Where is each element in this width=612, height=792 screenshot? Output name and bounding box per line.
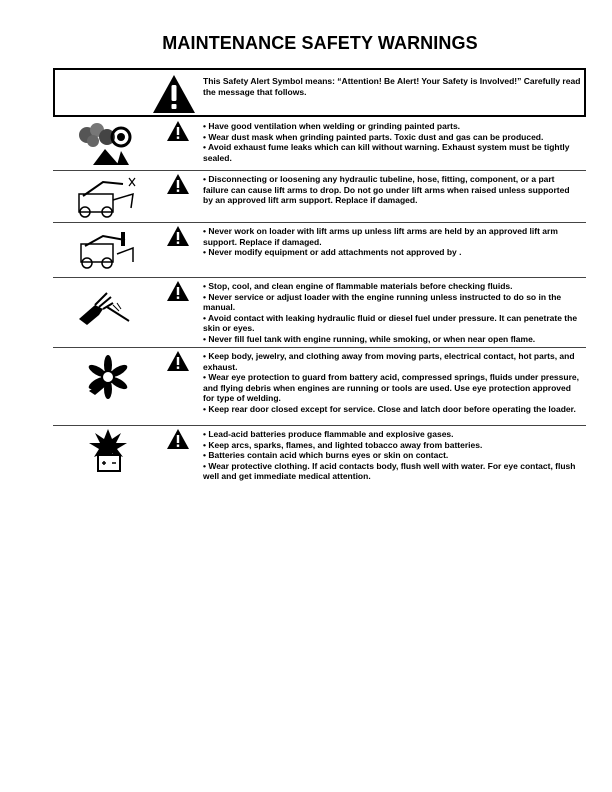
lift-arm-drop-icon [73,174,143,218]
warning-bullet: • Never work on loader with lift arms up unless lift arms are held by an approved lift arm support. Replace if damaged. [203,226,558,247]
warning-bullet: • Never modify equipment or add attachments not approved by . [203,247,462,258]
warning-triangle-icon [167,351,189,371]
warning-bullet: • Keep body, jewelry, and clothing away from moving parts, electrical contact, hot parts, and exhaust. [203,351,575,372]
warning-bullet: • Wear eye protection to guard from battery acid, compressed springs, fluids under pressure, and flying debris when engines are running or tools are used. Use eye protection approved for type of welding. [203,372,579,404]
warning-bullet: • Batteries contain acid which burns eyes or skin on contact. [203,450,449,461]
warning-row-batteries [53,425,586,485]
warning-text [203,226,581,258]
warning-triangle-icon [167,429,189,449]
warning-triangle-icon [167,121,189,141]
warning-row-lift-arm-drop [53,170,586,223]
warning-text [203,429,581,482]
warning-bullet: • Wear dust mask when grinding painted parts. Toxic dust and gas can be produced. [203,131,544,142]
warning-triangle-icon [167,226,189,246]
warning-row-moving-parts [53,347,586,426]
warning-bullet: • Avoid contact with leaking hydraulic fluid or diesel fuel under pressure. It can penetrate the skin or eyes. [203,312,578,334]
warning-bullet: • Lead-acid batteries produce flammable and explosive gases. [203,429,454,439]
warning-bullet: • Disconnecting or loosening any hydraulic tubeline, hose, fitting, component, or a part failure can cause lift arms to drop. Do not go under lift arms when raised unless supported by an approved lift arm support. Replace if damaged. [203,174,570,206]
warning-bullet: • Avoid exhaust fume leaks which can kill without warning. Exhaust system must be tightly sealed. [203,142,570,163]
warning-text [203,351,581,415]
warning-bullet: • Have good ventilation when welding or grinding painted parts. [203,121,461,131]
warning-row-loader-lift-arm [53,222,586,278]
warning-triangle-icon [167,281,189,301]
ventilation-mask-icon [73,121,143,165]
warning-bullet: • Keep arcs, sparks, flames, and lighted tobacco away from batteries. [203,439,483,450]
fan-hand-icon [73,355,143,399]
warning-bullet: • Never fill fuel tank with engine running, while smoking, or when near open flame. [203,333,536,344]
safety-alert-icon [152,74,196,114]
intro-text: This Safety Alert Symbol means: “Attention! Be Alert! Your Safety is Involved!” Carefully read the message that follows. [203,76,581,97]
warning-text [203,281,581,345]
warning-row-fluids [53,277,586,348]
warning-text [203,121,581,163]
warning-bullet: • Wear protective clothing. If acid contacts body, flush well with water. For eye contact, flush well and get immediate medical attention. [203,460,576,482]
warning-text [203,174,581,206]
warning-bullet: • Stop, cool, and clean engine of flammable materials before checking fluids. [203,281,513,291]
warning-triangle-icon [167,174,189,194]
loader-lift-arm-icon [73,226,143,270]
page-title: MAINTENANCE SAFETY WARNINGS [162,33,478,53]
battery-explosion-icon [73,429,143,473]
warning-bullet: • Keep rear door closed except for service. Close and latch door before operating the loader. [203,403,576,414]
fluid-injection-hand-icon [73,285,143,329]
warning-bullet: • Never service or adjust loader with the engine running unless instructed to do so in the manual. [203,291,562,313]
safety-alert-intro-box [53,68,586,117]
warning-row-ventilation [53,117,586,171]
